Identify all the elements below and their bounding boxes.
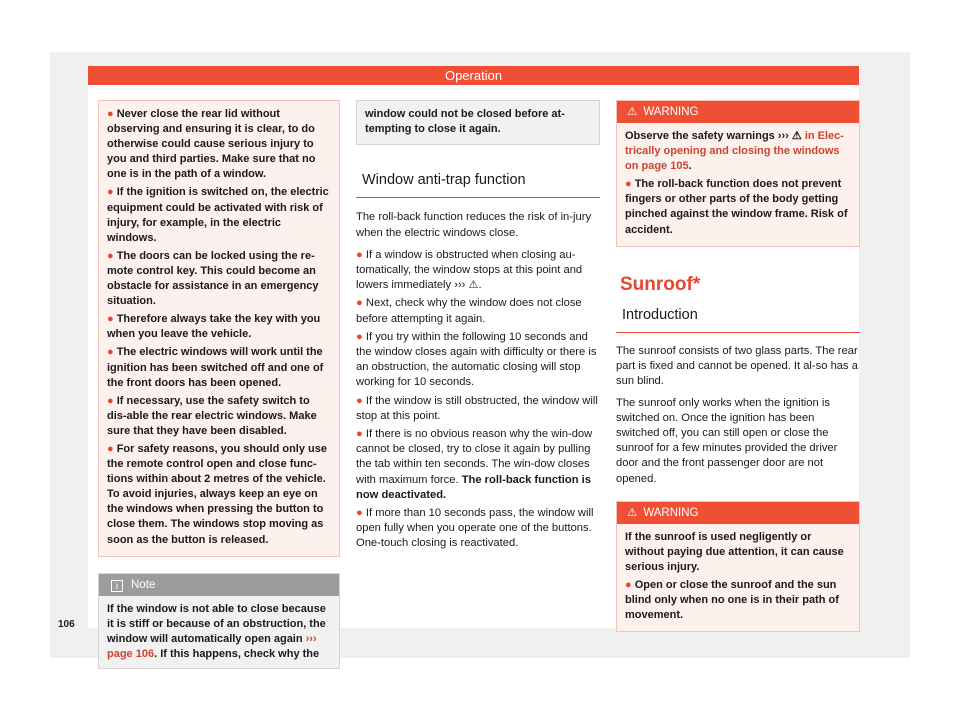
- info-icon: i: [111, 580, 123, 592]
- paragraph: The sunroof only works when the ignition is switched on. Once the ignition has been switched off, you can still open or close the sunroof for a few minutes provided the driver door and the front passenger door are not opened.: [616, 396, 838, 485]
- list-item: ● If you try within the following 10 seconds and the window closes again with difficulty or there is an obstruction, the automatic closing will stop working for 10 seconds.: [356, 330, 597, 389]
- note-continued-box: window could not be closed before at-tempting to close it again.: [356, 100, 600, 145]
- list-item: ● If there is no obvious reason why the win-dow cannot be closed, try to close it again by pulling the tab within ten seconds. The win-dow closes with maximum force. The roll-back function is now deactivated.: [356, 428, 593, 501]
- column-3: [616, 100, 860, 632]
- list-item: ● If the window is still obstructed, the window will stop at this point.: [356, 394, 598, 422]
- page-reference-link[interactable]: ››› page 106: [107, 632, 317, 660]
- warning-box: [616, 501, 860, 633]
- warning-bullet: ● If the ignition is switched on, the electric equipment could be activated with risk of injury, for example, in the electric windows.: [107, 186, 329, 244]
- intro-paragraph: The roll-back function reduces the risk of in-jury when the electric windows close.: [356, 211, 592, 239]
- section-title: Window anti-trap function: [362, 172, 526, 189]
- warning-header: ⚠ WARNING: [617, 101, 859, 123]
- warning-box: [616, 100, 860, 247]
- paragraph: The sunroof consists of two glass parts. The rear part is fixed and cannot be opened. It al-so has a sun blind.: [616, 345, 858, 388]
- warning-bullet: ● Never close the rear lid without observing and ensuring it is clear, to do otherwise could cause serious injury to you and third parties. Make sure that no one is in the path of a window.: [107, 108, 316, 181]
- note-box: [98, 573, 340, 669]
- chapter-reference-link[interactable]: in Elec-trically opening and closing the windows on page 105: [625, 130, 844, 173]
- subsection-title: Introduction: [622, 306, 698, 323]
- chapter-title: Sunroof*: [620, 273, 701, 295]
- warning-header: ⚠ WARNING: [617, 502, 859, 524]
- warning-bullet: ● Therefore always take the key with you when you leave the vehicle.: [107, 313, 321, 341]
- note-header: i Note: [99, 574, 339, 596]
- warning-body: If the sunroof is used negligently or without paying due attention, it can cause serious injury. ● Open or close the sunroof and the sun blind only when no one is in their path of movement.: [625, 530, 844, 622]
- list-item: ● If more than 10 seconds pass, the window will open fully when you operate one of the buttons. One-touch closing is reactivated.: [356, 507, 594, 550]
- list-item: ● Next, check why the window does not close before attempting it again.: [356, 297, 582, 325]
- section-rule: [356, 197, 600, 198]
- warning-bullet: ● If necessary, use the safety switch to dis-able the rear electric windows. Make sure that they have been disabled.: [107, 394, 317, 437]
- warning-bullet: ● The doors can be locked using the re-mote control key. This could become an obstacle for assistance in an emergency situation.: [107, 249, 319, 308]
- page-number: 106: [58, 619, 75, 630]
- warning-body: Observe the safety warnings ››› ⚠ in Elec-trically opening and closing the windows on page 105. ● The roll-back function does not prevent fingers or other parts of the body getting pinched against the window frame. Risk of accident.: [625, 130, 848, 236]
- column-1: [98, 100, 340, 669]
- page-header: Operation: [88, 66, 859, 85]
- column-2: [356, 100, 600, 552]
- warning-continued-box: [98, 100, 340, 557]
- list-item: ● If a window is obstructed when closing au-tomatically, the window stops at this point and lowers immediately ››› ⚠.: [356, 248, 583, 292]
- warning-triangle-icon: ⚠: [627, 106, 638, 118]
- section-rule: [616, 332, 860, 333]
- warning-bullet: ● For safety reasons, you should only use the remote control open and close func-tions within about 2 metres of the vehicle. To avoid injuries, always keep an eye on the windows when pressing the button to close them. The windows stop moving as soon as the button is released.: [107, 442, 327, 546]
- warning-bullet: ● The electric windows will work until the ignition has been switched off and one of the front doors has been opened.: [107, 346, 324, 389]
- warning-triangle-icon: ⚠: [627, 506, 638, 519]
- note-body: If the window is not able to close because it is stiff or because of an obstruction, the window will automatically open again ››› page 106. If this happens, check why the: [107, 602, 326, 660]
